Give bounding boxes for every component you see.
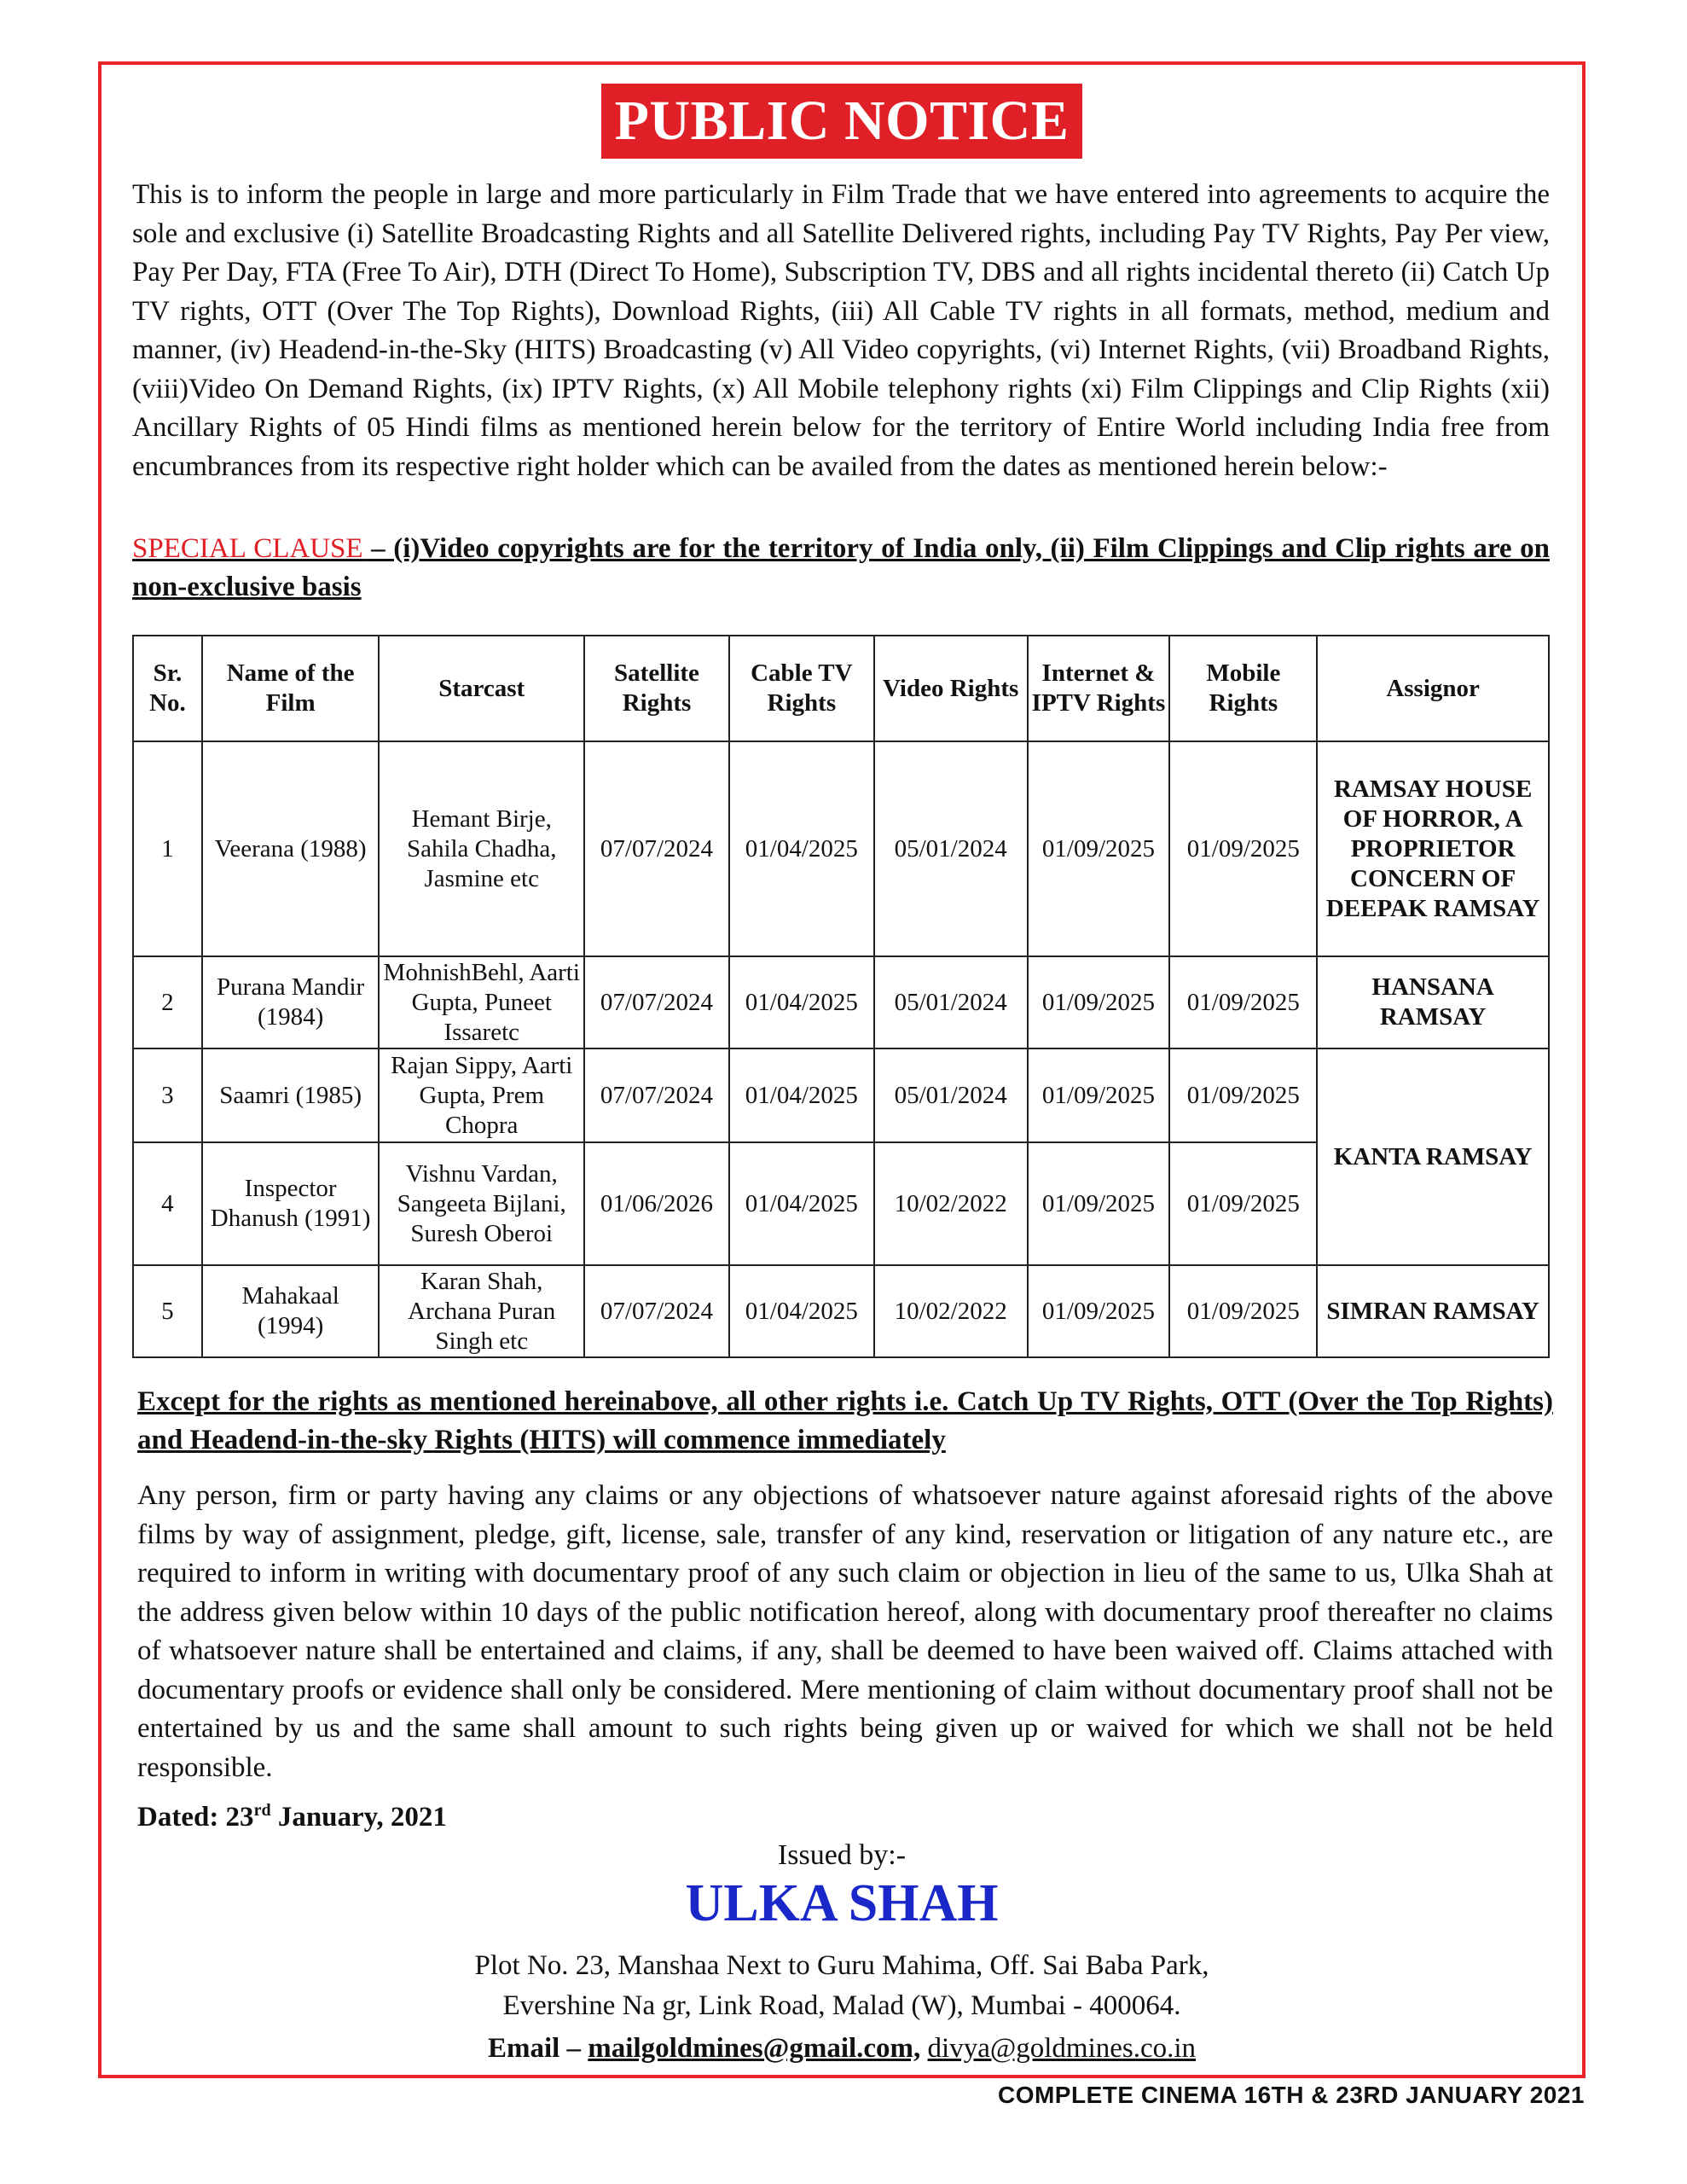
video-date: 05/01/2024 xyxy=(874,741,1028,956)
cable-date: 01/04/2025 xyxy=(729,1265,874,1357)
video-date: 05/01/2024 xyxy=(874,1048,1028,1142)
film-name: Saamri (1985) xyxy=(202,1048,380,1142)
cable-date: 01/04/2025 xyxy=(729,741,874,956)
claims-paragraph: Any person, firm or party having any claims or any objections of whatsoever nature against aforesaid rights of the above films by way of assignment, pledge, gift, license, sale, transfer of any kind, reservation or litigation of any nature etc., are required to inform in writing with documentary proof of any such claim or objection in lieu of the same to us, Ulka Shah at the address given below within 10 days of the public notification hereof, along with documentary proof thereafter no claims of whatsoever nature shall be entertained and claims, if any, shall be deemed to have been waived off. Claims attached with documentary proofs or evidence shall only be considered. Mere mentioning of claim without documentary proof shall not be entertained by us and the same shall amount to such rights being given up or waived for which we shall not be held responsible. xyxy=(137,1480,1553,1783)
mobile-date: 01/09/2025 xyxy=(1169,1142,1317,1265)
satellite-date: 07/07/2024 xyxy=(584,1265,729,1357)
issued-by: Issued by:- xyxy=(777,1839,907,1871)
table-row xyxy=(133,1265,1549,1357)
sr-no: 2 xyxy=(133,956,202,1048)
table-row xyxy=(133,1048,1549,1142)
starcast: Rajan Sippy, Aarti Gupta, Prem Chopra xyxy=(379,1048,584,1142)
satellite-date: 07/07/2024 xyxy=(584,956,729,1048)
sr-no: 5 xyxy=(133,1265,202,1357)
film-name: Purana Mandir (1984) xyxy=(202,956,380,1048)
header-mobile-rights: Mobile Rights xyxy=(1169,636,1317,741)
email-link-primary[interactable]: mailgoldmines@gmail.com, xyxy=(588,2033,921,2064)
film-name: Veerana (1988) xyxy=(202,741,380,956)
cable-date: 01/04/2025 xyxy=(729,1048,874,1142)
starcast: MohnishBehl, Aarti Gupta, Puneet Issaretc xyxy=(379,956,584,1048)
special-clause xyxy=(132,530,1550,607)
assignor: SIMRAN RAMSAY xyxy=(1317,1265,1549,1357)
header-film-name: Name of the Film xyxy=(202,636,380,741)
mobile-date: 01/09/2025 xyxy=(1169,1048,1317,1142)
notice-title: PUBLIC NOTICE xyxy=(601,84,1083,159)
internet-date: 01/09/2025 xyxy=(1028,1048,1170,1142)
film-name: Mahakaal (1994) xyxy=(202,1265,380,1357)
internet-date: 01/09/2025 xyxy=(1028,1142,1170,1265)
starcast: Hemant Birje, Sahila Chadha, Jasmine etc xyxy=(379,741,584,956)
header-sr-no: Sr. No. xyxy=(133,636,202,741)
header-assignor: Assignor xyxy=(1317,636,1549,741)
table-header-row xyxy=(133,636,1549,741)
assignor: RAMSAY HOUSE OF HORROR, A PROPRIETOR CONCERN OF DEEPAK RAMSAY xyxy=(1317,741,1549,956)
address-line-1: Plot No. 23, Manshaa Next to Guru Mahima, Off. Sai Baba Park, xyxy=(474,1950,1209,1981)
sr-no: 4 xyxy=(133,1142,202,1265)
rights-table xyxy=(132,635,1550,1358)
notice-date: Dated: 23rd January, 2021 xyxy=(137,1801,447,1833)
issuer-name: ULKA SHAH xyxy=(685,1874,999,1932)
table-row xyxy=(133,741,1549,956)
cable-date: 01/04/2025 xyxy=(729,956,874,1048)
sr-no: 1 xyxy=(133,741,202,956)
table-row xyxy=(133,956,1549,1048)
internet-date: 01/09/2025 xyxy=(1028,1265,1170,1357)
satellite-date: 01/06/2026 xyxy=(584,1142,729,1265)
email-line: Email – mailgoldmines@gmail.com, divya@goldmines.co.in xyxy=(487,2033,1197,2064)
mobile-date: 01/09/2025 xyxy=(1169,956,1317,1048)
email-link-secondary[interactable]: divya@goldmines.co.in xyxy=(927,2033,1197,2064)
intro-paragraph: This is to inform the people in large and more particularly in Film Trade that we have entered into agreements to acquire the sole and exclusive (i) Satellite Broadcasting Rights and all Satellite Delivered rights, including Pay TV Rights, Pay Per view, Pay Per Day, FTA (Free To Air), DTH (Direct To Home), Subscription TV, DBS and all rights incidental thereto (ii) Catch Up TV rights, OTT (Over The Top Rights), Download Rights, (iii) All Cable TV rights in all formats, method, medium and manner, (iv) Headend-in-the-Sky (HITS) Broadcasting (v) All Video copyrights, (vi) Internet Rights, (vii) Broadband Rights, (viii)Video On Demand Rights, (ix) IPTV Rights, (x) All Mobile telephony rights (xi) Film Clippings and Clip Rights (xii) Ancillary Rights of 05 Hindi films as mentioned herein below for the territory of Entire World including India free from encumbrances from its respective right holder which can be availed from the dates as mentioned herein below:- xyxy=(132,179,1550,482)
notice-border xyxy=(98,61,1586,2078)
special-clause-label: SPECIAL CLAUSE xyxy=(132,533,363,564)
starcast: Karan Shah, Archana Puran Singh etc xyxy=(379,1265,584,1357)
header-satellite-rights: Satellite Rights xyxy=(584,636,729,741)
assignor: KANTA RAMSAY xyxy=(1317,1048,1549,1265)
header-internet-iptv-rights: Internet & IPTV Rights xyxy=(1028,636,1170,741)
mobile-date: 01/09/2025 xyxy=(1169,741,1317,956)
satellite-date: 07/07/2024 xyxy=(584,1048,729,1142)
address-line-2: Evershine Na gr, Link Road, Malad (W), Mumbai - 400064. xyxy=(502,1990,1181,2021)
satellite-date: 07/07/2024 xyxy=(584,741,729,956)
video-date: 10/02/2022 xyxy=(874,1265,1028,1357)
mobile-date: 01/09/2025 xyxy=(1169,1265,1317,1357)
video-date: 05/01/2024 xyxy=(874,956,1028,1048)
video-date: 10/02/2022 xyxy=(874,1142,1028,1265)
internet-date: 01/09/2025 xyxy=(1028,956,1170,1048)
starcast: Vishnu Vardan, Sangeeta Bijlani, Suresh Oberoi xyxy=(379,1142,584,1265)
assignor: HANSANA RAMSAY xyxy=(1317,956,1549,1048)
header-starcast: Starcast xyxy=(379,636,584,741)
internet-date: 01/09/2025 xyxy=(1028,741,1170,956)
header-video-rights: Video Rights xyxy=(874,636,1028,741)
cable-date: 01/04/2025 xyxy=(729,1142,874,1265)
film-name: Inspector Dhanush (1991) xyxy=(202,1142,380,1265)
except-clause: Except for the rights as mentioned hereinabove, all other rights i.e. Catch Up TV Rights, OTT (Over the Top Rights) and Headend-in-the-sky Rights (HITS) will commence immediately xyxy=(137,1386,1553,1455)
special-clause-text: – (i)Video copyrights are for the territory of India only, (ii) Film Clippings and Clip rights are on non-exclusive basis xyxy=(132,533,1550,602)
sr-no: 3 xyxy=(133,1048,202,1142)
header-cable-tv-rights: Cable TV Rights xyxy=(729,636,874,741)
publication-footer: COMPLETE CINEMA 16TH & 23RD JANUARY 2021 xyxy=(997,2082,1585,2108)
